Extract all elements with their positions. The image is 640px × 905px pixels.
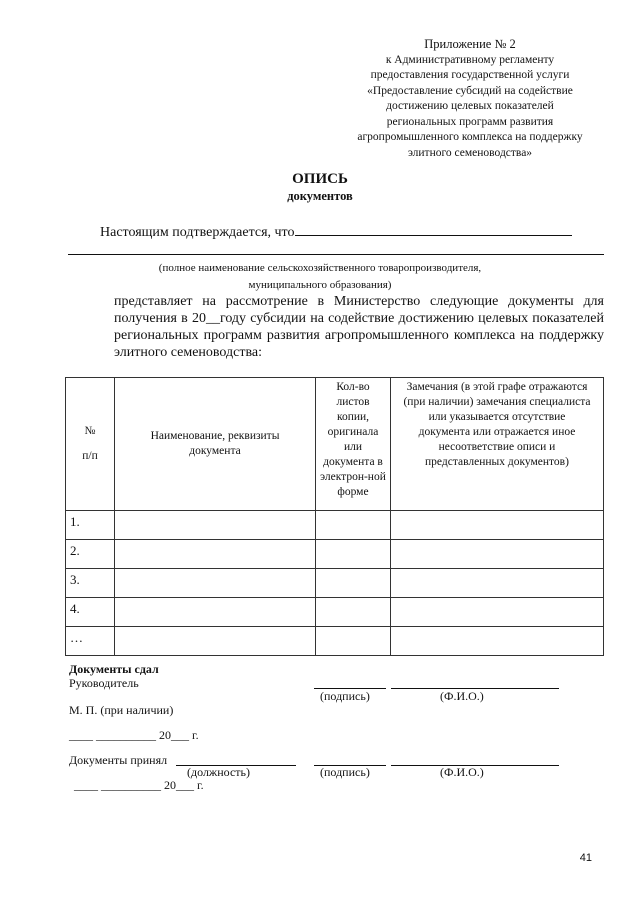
row-number: …: [66, 627, 115, 656]
submitted-fio-hint: (Ф.И.О.): [440, 689, 484, 703]
confirm-line: [100, 225, 572, 241]
row-name-cell[interactable]: [115, 627, 316, 656]
submitted-date: ____ __________ 20___ г.: [69, 728, 199, 742]
organization-name-line2[interactable]: [68, 254, 604, 255]
row-name-cell[interactable]: [115, 598, 316, 627]
row-number: 2.: [66, 540, 115, 569]
documents-table: [65, 377, 604, 656]
row-name-cell[interactable]: [115, 511, 316, 540]
header-num-line2: п/п: [82, 450, 98, 462]
appendix-line: предоставления государственной услуги: [370, 69, 570, 81]
organization-name-field[interactable]: [295, 235, 572, 236]
name-hint-line1: (полное наименование сельскохозяйственного товаропроизводителя,: [158, 262, 482, 274]
intro-paragraph: [68, 293, 604, 361]
accepted-position-hint: (должность): [187, 765, 250, 779]
header-remarks: Замечания (в этой графе отражаются (при наличии) замечания специалиста или указывается отсутствие документа или отражается иное несоответствие описи и представленных документов): [391, 378, 604, 511]
header-num-line1: №: [84, 425, 96, 437]
submitted-role: Руководитель: [69, 676, 139, 690]
submitted-heading: Документы сдал: [69, 662, 159, 676]
row-count-cell[interactable]: [316, 540, 391, 569]
row-count-cell[interactable]: [316, 511, 391, 540]
row-number: 4.: [66, 598, 115, 627]
row-remarks-cell[interactable]: [391, 511, 604, 540]
row-remarks-cell[interactable]: [391, 627, 604, 656]
appendix-header: [330, 37, 610, 161]
row-count-cell[interactable]: [316, 627, 391, 656]
row-name-cell[interactable]: [115, 540, 316, 569]
page-subtitle: документов: [287, 189, 353, 203]
paragraph-text: представляет на рассмотрение в Министерство следующие документы для получения в 20__году субсидии на содействие достижению целевых показателей региональных программ развития агропромышленного комплекса на поддержку элитного семеноводства:: [114, 294, 604, 360]
row-remarks-cell[interactable]: [391, 598, 604, 627]
name-hint-line2: муниципального образования): [248, 279, 392, 291]
row-number: 1.: [66, 511, 115, 540]
accepted-signature-hint: (подпись): [320, 765, 370, 779]
row-name-cell[interactable]: [115, 569, 316, 598]
header-name: Наименование, реквизиты документа: [115, 378, 316, 511]
row-count-cell[interactable]: [316, 598, 391, 627]
row-remarks-cell[interactable]: [391, 540, 604, 569]
header-count: Кол-во листов копии, оригинала или документа в электрон-ной форме: [316, 378, 391, 511]
header-num: [66, 378, 115, 511]
stamp-label: М. П. (при наличии): [69, 703, 174, 717]
accepted-fio-hint: (Ф.И.О.): [440, 765, 484, 779]
appendix-line: региональных программ развития: [386, 115, 554, 128]
appendix-line: «Предоставление субсидий на содействие: [367, 84, 573, 97]
table-row: [66, 511, 604, 540]
submitted-signature-hint: (подпись): [320, 689, 370, 703]
table-row: [66, 627, 604, 656]
table-row: [66, 540, 604, 569]
page-number: 41: [579, 852, 592, 864]
confirm-text: Настоящим подтверждается, что: [100, 225, 295, 240]
accepted-label: Документы принял: [69, 753, 168, 767]
appendix-line: достижению целевых показателей: [386, 100, 554, 112]
appendix-line: Приложение № 2: [424, 37, 516, 51]
table-row: [66, 569, 604, 598]
table-header-row: [66, 378, 604, 511]
appendix-line: к Административному регламенту: [385, 53, 555, 66]
page-title: ОПИСЬ: [292, 171, 348, 187]
row-count-cell[interactable]: [316, 569, 391, 598]
appendix-line: элитного семеноводства»: [407, 146, 533, 159]
appendix-line: агропромышленного комплекса на поддержку: [357, 131, 583, 143]
row-number: 3.: [66, 569, 115, 598]
table-row: [66, 598, 604, 627]
accepted-date: ____ __________ 20___ г.: [74, 778, 204, 792]
row-remarks-cell[interactable]: [391, 569, 604, 598]
